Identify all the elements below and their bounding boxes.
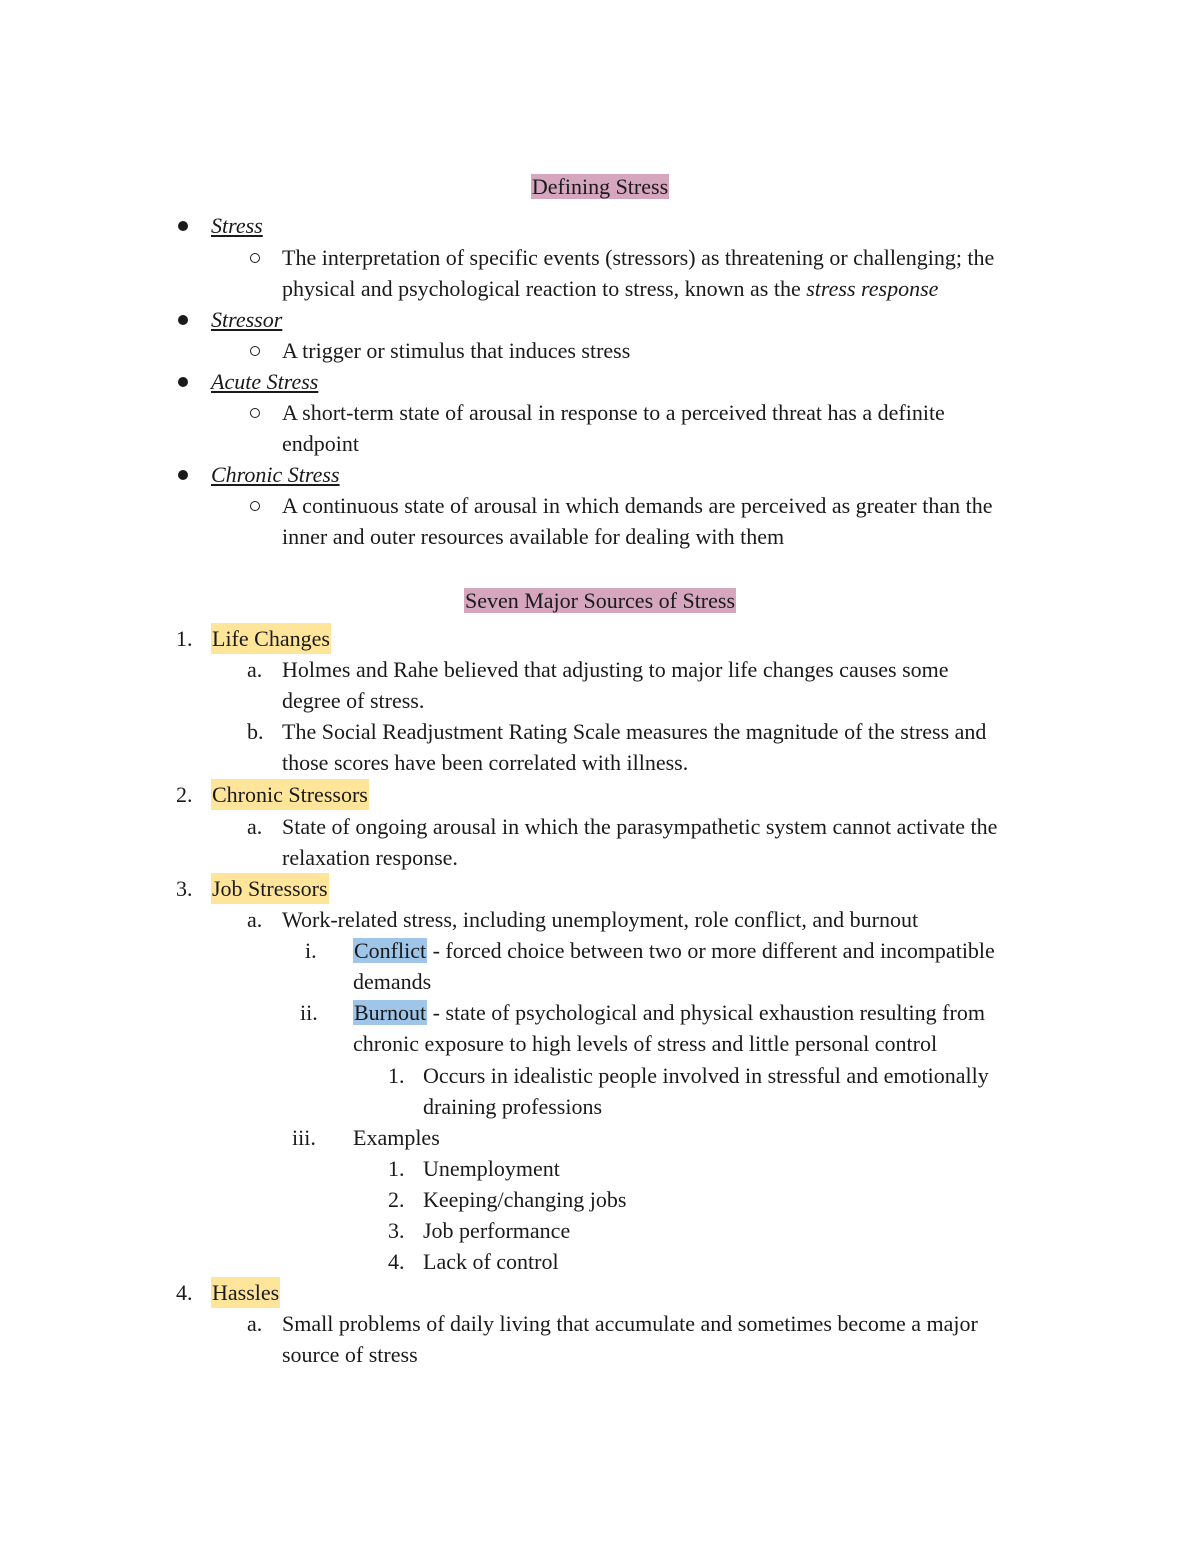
definition-text: A continuous state of arousal in which demands are perceived as greater than the bbox=[282, 493, 993, 518]
term: Stress bbox=[211, 213, 263, 238]
nested-item-text: Keeping/changing jobs bbox=[423, 1187, 627, 1212]
sub-item-text: Holmes and Rahe believed that adjusting to major life changes causes some bbox=[282, 657, 949, 682]
bullet-circle-icon bbox=[250, 346, 260, 356]
list-number: 1. bbox=[388, 1156, 405, 1181]
roman-numeral: ii. bbox=[300, 1000, 318, 1025]
sub-item-text: The Social Readjustment Rating Scale measures the magnitude of the stress and bbox=[282, 719, 987, 744]
term: Acute Stress bbox=[211, 369, 319, 394]
bullet-dot-icon bbox=[178, 315, 188, 325]
definition-text: A trigger or stimulus that induces stress bbox=[282, 338, 631, 363]
definition-text: inner and outer resources available for dealing with them bbox=[282, 524, 785, 549]
bullet-circle-icon bbox=[250, 501, 260, 511]
sub-item-text: State of ongoing arousal in which the parasympathetic system cannot activate the bbox=[282, 814, 998, 839]
list-number: 4. bbox=[388, 1249, 405, 1274]
sub-item-text: those scores have been correlated with illness. bbox=[282, 750, 689, 775]
nested-item-text: Unemployment bbox=[423, 1156, 560, 1181]
nested-item-text: Occurs in idealistic people involved in stressful and emotionally bbox=[423, 1063, 989, 1088]
nested-item-text: draining professions bbox=[423, 1094, 603, 1119]
bullet-circle-icon bbox=[250, 408, 260, 418]
sub-item-text: Small problems of daily living that accumulate and sometimes become a major bbox=[282, 1311, 978, 1336]
list-letter: a. bbox=[247, 907, 263, 932]
highlighted-term: Burnout bbox=[354, 1000, 427, 1025]
emphasis-text: stress response bbox=[806, 276, 939, 301]
list-letter: a. bbox=[247, 657, 263, 682]
roman-item-text: demands bbox=[353, 969, 432, 994]
definition-text: endpoint bbox=[282, 431, 359, 456]
bullet-circle-icon bbox=[250, 253, 260, 263]
definition-text bbox=[282, 273, 938, 304]
bullet-dot-icon bbox=[178, 221, 188, 231]
roman-item-text-rest: - state of psychological and physical exhaustion resulting from bbox=[427, 1000, 985, 1025]
roman-numeral: i. bbox=[305, 938, 317, 963]
highlighted-term: Conflict bbox=[354, 938, 427, 963]
list-number: 2. bbox=[176, 782, 193, 807]
nested-item-text: Job performance bbox=[423, 1218, 571, 1243]
sub-item-text: source of stress bbox=[282, 1342, 418, 1367]
source-title: Chronic Stressors bbox=[211, 779, 369, 810]
section-heading bbox=[0, 171, 1200, 202]
source-title: Job Stressors bbox=[211, 873, 329, 904]
definition-text: A short-term state of arousal in response to a perceived threat has a definite bbox=[282, 400, 945, 425]
sub-item-text: Work-related stress, including unemployment, role conflict, and burnout bbox=[282, 907, 919, 932]
definition-text: The interpretation of specific events (stressors) as threatening or challenging; the bbox=[282, 245, 995, 270]
section-title: Defining Stress bbox=[531, 174, 669, 199]
roman-item-text: chronic exposure to high levels of stress and little personal control bbox=[353, 1031, 938, 1056]
list-number: 3. bbox=[176, 876, 193, 901]
roman-item-text-rest: - forced choice between two or more different and incompatible bbox=[427, 938, 995, 963]
list-number: 4. bbox=[176, 1280, 193, 1305]
roman-item-text bbox=[353, 935, 995, 966]
section-heading bbox=[0, 585, 1200, 616]
bullet-dot-icon bbox=[178, 377, 188, 387]
list-number: 1. bbox=[176, 626, 193, 651]
source-title: Hassles bbox=[211, 1277, 280, 1308]
roman-item-text: Examples bbox=[353, 1125, 440, 1150]
roman-numeral: iii. bbox=[292, 1125, 316, 1150]
list-number: 3. bbox=[388, 1218, 405, 1243]
list-letter: a. bbox=[247, 1311, 263, 1336]
sub-item-text: relaxation response. bbox=[282, 845, 458, 870]
term: Chronic Stress bbox=[211, 462, 340, 487]
list-letter: b. bbox=[247, 719, 264, 744]
list-number: 2. bbox=[388, 1187, 405, 1212]
bullet-dot-icon bbox=[178, 470, 188, 480]
list-number: 1. bbox=[388, 1063, 405, 1088]
nested-item-text: Lack of control bbox=[423, 1249, 559, 1274]
source-title: Life Changes bbox=[211, 623, 331, 654]
term: Stressor bbox=[211, 307, 283, 332]
definition-text-part: physical and psychological reaction to stress, known as the bbox=[282, 276, 807, 301]
sub-item-text: degree of stress. bbox=[282, 688, 425, 713]
list-letter: a. bbox=[247, 814, 263, 839]
roman-item-text bbox=[353, 997, 985, 1028]
section-title: Seven Major Sources of Stress bbox=[464, 588, 736, 613]
